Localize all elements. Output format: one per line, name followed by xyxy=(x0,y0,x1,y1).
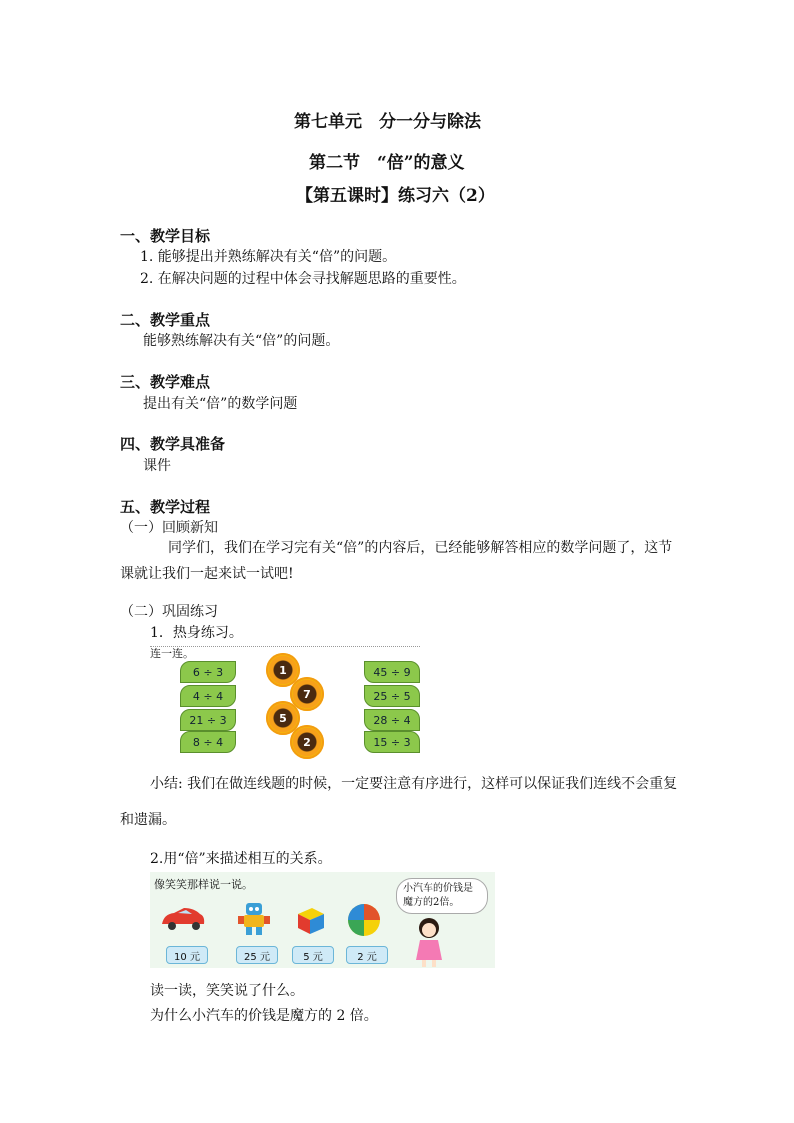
toy-car-icon xyxy=(160,906,206,932)
keypoints-text: 能够熟练解决有关“倍”的问题。 xyxy=(143,333,340,349)
flower-number: 5 xyxy=(279,711,287,725)
flower-number: 7 xyxy=(303,687,311,701)
review-heading: （一）回顾新知 xyxy=(120,520,218,536)
question-2: 为什么小汽车的价钱是魔方的 2 倍。 xyxy=(150,1008,378,1024)
right-leaf[interactable]: 45 ÷ 9 xyxy=(364,661,420,683)
flower-number: 2 xyxy=(303,735,311,749)
right-leaf[interactable]: 15 ÷ 3 xyxy=(364,731,420,753)
lesson-title: 【第五课时】练习六（2） xyxy=(296,186,495,206)
unit-title: 第七单元 分一分与除法 xyxy=(294,112,481,132)
exercise1-instruction: 连一连。 xyxy=(150,647,194,660)
left-leaf[interactable]: 6 ÷ 3 xyxy=(180,661,236,683)
price-tag: 2 元 xyxy=(346,946,388,964)
left-leaf[interactable]: 21 ÷ 3 xyxy=(180,709,236,731)
speech-bubble: 小汽车的价钱是魔方的2倍。 xyxy=(396,878,488,914)
review-text: 同学们，我们在学习完有关“倍”的内容后，已经能够解答相应的数学问题了，这节课就让我们一起来试一试吧! xyxy=(120,540,673,582)
practice-item-1: 1．热身练习。 xyxy=(150,625,243,641)
left-leaf[interactable]: 8 ÷ 4 xyxy=(180,731,236,753)
price-tag: 25 元 xyxy=(236,946,278,964)
sunflower-icon[interactable] xyxy=(290,725,324,759)
question-1: 读一读，笑笑说了什么。 xyxy=(150,983,304,999)
right-leaf[interactable]: 28 ÷ 4 xyxy=(364,709,420,731)
goals-heading: 一、教学目标 xyxy=(120,227,211,245)
flower-number: 1 xyxy=(279,663,287,677)
section-title: 第二节 “倍”的意义 xyxy=(309,153,465,173)
left-leaf[interactable]: 4 ÷ 4 xyxy=(180,685,236,707)
exercise2-instruction: 像笑笑那样说一说。 xyxy=(154,878,253,891)
practice-heading: （二）巩固练习 xyxy=(120,604,218,620)
price-tag: 5 元 xyxy=(292,946,334,964)
girl-character-icon xyxy=(412,916,446,968)
goal-item: 1. 能够提出并熟练解决有关“倍”的问题。 xyxy=(140,249,397,265)
difficulties-heading: 三、教学难点 xyxy=(120,373,211,391)
robot-toy-icon xyxy=(236,900,272,936)
price-comparison-figure xyxy=(150,872,495,968)
materials-text: 课件 xyxy=(143,458,171,474)
matching-exercise-figure xyxy=(150,645,420,755)
materials-heading: 四、教学具准备 xyxy=(120,435,226,453)
difficulties-text: 提出有关“倍”的数学问题 xyxy=(143,396,298,412)
rubiks-cube-icon xyxy=(294,904,326,936)
process-heading: 五、教学过程 xyxy=(120,498,211,516)
keypoints-heading: 二、教学重点 xyxy=(120,311,211,329)
practice-item-2: 2.用“倍”来描述相互的关系。 xyxy=(150,851,332,867)
right-leaf[interactable]: 25 ÷ 5 xyxy=(364,685,420,707)
beach-ball-icon xyxy=(346,902,382,938)
price-tag: 10 元 xyxy=(166,946,208,964)
divider xyxy=(150,646,420,647)
goal-item: 2. 在解决问题的过程中体会寻找解题思路的重要性。 xyxy=(140,271,466,287)
summary-text: 小结: 我们在做连线题的时候，一定要注意有序进行，这样可以保证我们连线不会重复和遗漏。 xyxy=(120,776,678,828)
